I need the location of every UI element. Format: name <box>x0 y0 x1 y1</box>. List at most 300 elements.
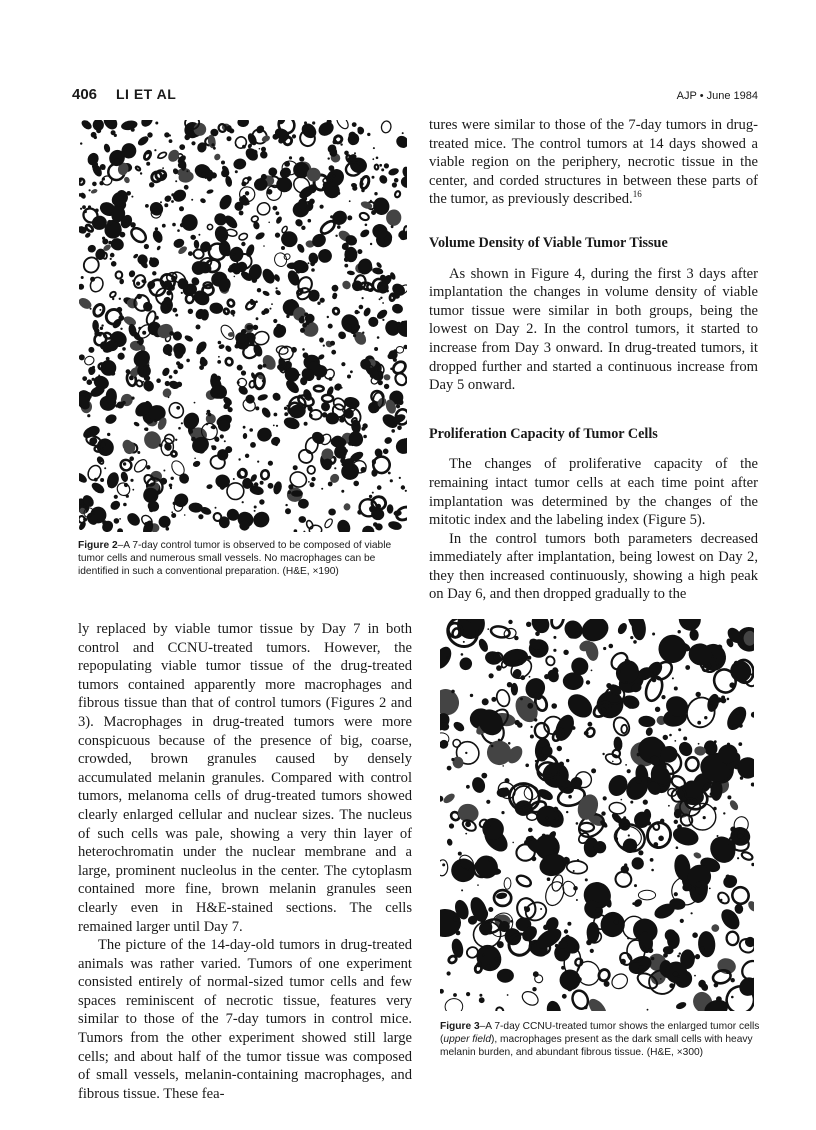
micrograph-cell <box>332 307 339 315</box>
micrograph-cell <box>158 515 172 529</box>
micrograph-cell <box>319 337 324 342</box>
micrograph-speck <box>79 284 84 290</box>
micrograph-speck <box>470 694 473 697</box>
micrograph-cell <box>490 625 510 639</box>
micrograph-speck <box>730 827 736 833</box>
micrograph-speck <box>123 462 126 465</box>
micrograph-speck <box>274 413 278 417</box>
micrograph-speck <box>465 821 471 827</box>
micrograph-speck <box>255 347 257 349</box>
micrograph-speck <box>205 176 208 179</box>
micrograph-speck <box>311 268 315 272</box>
micrograph-cell <box>378 174 389 185</box>
micrograph-cell <box>374 164 378 169</box>
micrograph-cell <box>693 851 703 859</box>
micrograph-speck <box>303 531 305 532</box>
micrograph-cell <box>362 306 372 317</box>
micrograph-speck <box>647 821 651 825</box>
micrograph-speck <box>154 149 156 151</box>
micrograph-speck <box>370 200 372 202</box>
micrograph-speck <box>646 687 648 689</box>
micrograph-speck <box>575 632 579 636</box>
micrograph-speck <box>563 650 568 655</box>
micrograph-speck <box>731 978 735 982</box>
micrograph-speck <box>180 474 184 478</box>
micrograph-speck <box>612 761 614 763</box>
micrograph-cell <box>133 421 140 427</box>
micrograph-speck <box>382 302 384 304</box>
micrograph-speck <box>119 298 121 300</box>
micrograph-speck <box>451 758 454 761</box>
micrograph-speck <box>250 301 254 305</box>
micrograph-speck <box>373 522 378 527</box>
micrograph-speck <box>289 359 291 361</box>
micrograph-speck <box>206 246 211 251</box>
micrograph-speck <box>367 133 370 136</box>
micrograph-speck <box>456 931 461 936</box>
micrograph-cell <box>616 621 629 635</box>
micrograph-speck <box>738 833 744 839</box>
micrograph-speck <box>309 199 315 205</box>
micrograph-speck <box>289 156 292 159</box>
micrograph-speck <box>198 234 200 236</box>
micrograph-speck <box>217 227 221 231</box>
micrograph-speck <box>157 156 159 158</box>
micrograph-speck <box>168 396 170 398</box>
micrograph-speck <box>247 176 252 181</box>
micrograph-cell <box>394 190 401 198</box>
micrograph-cell <box>471 851 503 883</box>
micrograph-speck <box>507 682 512 687</box>
micrograph-speck <box>280 368 284 372</box>
micrograph-speck <box>498 739 501 742</box>
micrograph-speck <box>652 633 655 636</box>
micrograph-speck <box>748 978 752 982</box>
micrograph-speck <box>324 408 327 411</box>
micrograph-speck <box>602 753 604 755</box>
micrograph-speck <box>277 279 280 282</box>
micrograph-speck <box>165 524 168 527</box>
micrograph-speck <box>257 461 259 463</box>
micrograph-speck <box>172 308 177 313</box>
micrograph-speck <box>303 267 307 271</box>
micrograph-speck <box>245 191 249 195</box>
micrograph-cell <box>135 166 141 171</box>
micrograph-cell <box>394 133 407 150</box>
micrograph-speck <box>191 199 193 201</box>
micrograph-cell <box>120 471 129 483</box>
micrograph-speck <box>263 245 265 247</box>
micrograph-speck <box>254 510 256 512</box>
micrograph-speck <box>383 449 389 455</box>
page-number: 406 <box>72 86 98 103</box>
micrograph-speck <box>449 823 454 828</box>
micrograph-speck <box>714 983 719 988</box>
micrograph-speck <box>252 277 258 283</box>
micrograph-speck <box>337 192 340 195</box>
micrograph-speck <box>217 268 219 270</box>
micrograph-speck <box>199 365 204 370</box>
micrograph-speck <box>693 837 696 840</box>
micrograph-speck <box>149 182 154 187</box>
micrograph-speck <box>176 406 180 410</box>
micrograph-speck <box>136 282 140 286</box>
micrograph-speck <box>211 445 213 447</box>
micrograph-speck <box>208 268 211 271</box>
micrograph-speck <box>376 157 379 160</box>
micrograph-speck <box>300 328 305 333</box>
micrograph-speck <box>567 922 571 926</box>
micrograph-speck <box>169 139 173 143</box>
micrograph-speck <box>481 773 487 779</box>
micrograph-speck <box>553 848 558 853</box>
micrograph-cell <box>391 303 404 315</box>
micrograph-speck <box>242 501 244 503</box>
micrograph-speck <box>378 371 383 376</box>
micrograph-speck <box>289 400 291 402</box>
micrograph-speck <box>352 122 357 127</box>
micrograph-speck <box>290 299 293 302</box>
micrograph-speck <box>633 640 637 644</box>
micrograph-speck <box>221 234 224 237</box>
micrograph-speck <box>206 423 209 426</box>
micrograph-speck <box>714 740 717 743</box>
micrograph-speck <box>189 429 194 434</box>
micrograph-speck <box>117 307 123 313</box>
micrograph-cell <box>497 969 514 983</box>
micrograph-speck <box>357 249 362 254</box>
micrograph-speck <box>738 742 742 746</box>
micrograph-speck <box>566 759 569 762</box>
micrograph-speck <box>621 799 623 801</box>
micrograph-speck <box>466 992 470 996</box>
figure-2-label: Figure 2 <box>78 540 118 551</box>
micrograph-speck <box>668 805 670 807</box>
micrograph-speck <box>250 442 256 448</box>
micrograph-speck <box>99 181 103 185</box>
micrograph-speck <box>727 743 730 746</box>
micrograph-speck <box>573 886 578 891</box>
micrograph-speck <box>731 996 734 999</box>
micrograph-speck <box>165 381 170 386</box>
micrograph-speck <box>167 304 170 307</box>
micrograph-cell <box>207 134 217 149</box>
micrograph-speck <box>107 220 112 225</box>
micrograph-speck <box>713 807 717 811</box>
micrograph-speck <box>172 223 176 227</box>
micrograph-speck <box>293 465 298 470</box>
micrograph-cell <box>234 135 249 150</box>
micrograph-speck <box>146 150 150 154</box>
micrograph-speck <box>218 341 222 345</box>
micrograph-speck <box>398 399 404 405</box>
micrograph-speck <box>720 899 722 901</box>
micrograph-speck <box>90 308 92 310</box>
micrograph-speck <box>527 656 531 660</box>
micrograph-speck <box>162 174 166 178</box>
micrograph-speck <box>606 683 611 688</box>
micrograph-speck <box>601 708 607 714</box>
micrograph-speck <box>259 499 264 504</box>
micrograph-speck <box>94 331 99 336</box>
micrograph-speck <box>639 965 644 970</box>
micrograph-cell <box>249 380 255 388</box>
micrograph-speck <box>382 319 384 321</box>
micrograph-speck <box>357 127 362 132</box>
micrograph-speck <box>520 698 523 701</box>
micrograph-cell <box>262 290 271 297</box>
micrograph-cell <box>213 225 230 244</box>
micrograph-speck <box>346 413 349 416</box>
micrograph-speck <box>302 196 307 201</box>
micrograph-speck <box>628 703 634 709</box>
micrograph-speck <box>727 698 730 701</box>
micrograph-speck <box>477 884 479 886</box>
micrograph-speck <box>668 839 670 841</box>
section-heading-volume-density: Volume Density of Viable Tumor Tissue <box>429 234 668 251</box>
micrograph-speck <box>546 817 549 820</box>
micrograph-speck <box>700 946 705 951</box>
micrograph-speck <box>394 178 399 183</box>
micrograph-speck <box>453 993 457 997</box>
micrograph-speck <box>360 182 364 186</box>
micrograph-speck <box>681 796 686 801</box>
micrograph-cell <box>316 120 336 139</box>
micrograph-speck <box>573 870 575 872</box>
micrograph-speck <box>528 828 533 833</box>
micrograph-speck <box>242 145 246 149</box>
micrograph-cell <box>323 518 333 529</box>
micrograph-cell <box>117 352 126 361</box>
micrograph-speck <box>643 800 648 805</box>
micrograph-speck <box>286 413 289 416</box>
micrograph-speck <box>461 889 463 891</box>
micrograph-speck <box>347 375 351 379</box>
running-head-journal: AJP • June 1984 <box>676 90 758 102</box>
micrograph-speck <box>228 407 233 412</box>
micrograph-speck <box>144 244 149 249</box>
micrograph-speck <box>543 925 549 931</box>
micrograph-speck <box>357 510 362 515</box>
micrograph-speck <box>530 941 534 945</box>
micrograph-speck <box>81 276 84 279</box>
micrograph-speck <box>401 485 405 489</box>
micrograph-speck <box>487 825 490 828</box>
micrograph-speck <box>520 675 525 680</box>
micrograph-speck <box>350 441 356 447</box>
micrograph-speck <box>259 148 261 150</box>
micrograph-speck <box>514 636 518 640</box>
micrograph-cell <box>620 836 640 856</box>
micrograph-speck <box>241 181 246 186</box>
micrograph-speck <box>321 488 323 490</box>
micrograph-speck <box>572 726 576 730</box>
micrograph-speck <box>721 696 725 700</box>
micrograph-speck <box>249 341 254 346</box>
micrograph-speck <box>726 875 730 879</box>
micrograph-cell <box>125 511 143 529</box>
micrograph-cell <box>123 176 131 184</box>
micrograph-cell <box>224 357 233 367</box>
micrograph-speck <box>440 796 443 802</box>
micrograph-speck <box>112 298 114 300</box>
micrograph-speck <box>299 374 301 376</box>
paragraph-volume-density: As shown in Figure 4, during the first 3 days after implantation the changes in volume density of viable tumor tissue were similar in both groups, being the lowest on Day 2. In the control tumors, it started to increase from Day 3 onward. In drug-treated tumors, it dropped further and started a continuous increase from Day 5 onward. <box>429 265 758 394</box>
micrograph-cell <box>609 802 627 815</box>
micrograph-speck <box>129 456 134 461</box>
micrograph-speck <box>635 927 639 931</box>
micrograph-speck <box>126 369 131 374</box>
micrograph-cell <box>268 167 278 177</box>
micrograph-speck <box>568 795 572 799</box>
micrograph-speck <box>710 792 714 796</box>
micrograph-speck <box>139 404 141 406</box>
micrograph-speck <box>304 312 308 316</box>
micrograph-cell <box>578 619 613 646</box>
micrograph-speck <box>344 151 349 156</box>
micrograph-speck <box>214 279 218 283</box>
micrograph-speck <box>196 325 201 330</box>
micrograph-speck <box>371 210 376 215</box>
micrograph-speck <box>729 914 734 919</box>
micrograph-speck <box>554 818 556 820</box>
micrograph-speck <box>274 437 277 440</box>
micrograph-cell <box>675 1001 687 1011</box>
micrograph-speck <box>391 225 394 228</box>
micrograph-cell <box>218 323 236 342</box>
micrograph-speck <box>591 670 593 672</box>
micrograph-speck <box>79 354 85 360</box>
micrograph-speck <box>344 257 349 262</box>
micrograph-speck <box>155 227 158 230</box>
micrograph-speck <box>216 376 221 381</box>
micrograph-speck <box>145 204 149 208</box>
micrograph-cell <box>92 303 106 318</box>
micrograph-speck <box>524 906 527 909</box>
micrograph-speck <box>661 695 665 699</box>
micrograph-speck <box>576 822 579 825</box>
micrograph-speck <box>191 437 196 442</box>
micrograph-speck <box>257 288 261 292</box>
micrograph-speck <box>540 908 542 910</box>
micrograph-speck <box>359 305 364 310</box>
micrograph-cell <box>645 726 654 736</box>
micrograph-speck <box>399 477 401 479</box>
micrograph-speck <box>390 368 393 371</box>
micrograph-speck <box>335 235 337 237</box>
micrograph-speck <box>155 316 159 320</box>
micrograph-speck <box>401 321 404 324</box>
micrograph-speck <box>308 262 310 264</box>
micrograph-speck <box>98 375 100 377</box>
micrograph-speck <box>100 327 103 330</box>
micrograph-speck <box>729 682 735 688</box>
micrograph-speck <box>188 309 193 314</box>
micrograph-speck <box>186 170 188 172</box>
micrograph-speck <box>101 324 103 326</box>
micrograph-speck <box>637 753 641 757</box>
micrograph-cell <box>218 343 225 349</box>
micrograph-cell <box>716 890 731 905</box>
micrograph-cell <box>495 1006 504 1011</box>
micrograph-speck <box>355 285 358 288</box>
micrograph-speck <box>114 341 116 343</box>
micrograph-cell <box>132 457 149 474</box>
micrograph-speck <box>294 529 298 532</box>
micrograph-cell <box>139 120 155 129</box>
micrograph-speck <box>288 491 292 495</box>
micrograph-speck <box>322 412 327 417</box>
micrograph-speck <box>261 147 266 152</box>
micrograph-cell <box>307 465 316 474</box>
micrograph-speck <box>669 734 672 737</box>
micrograph-speck <box>98 457 103 462</box>
micrograph-speck <box>84 210 87 213</box>
micrograph-speck <box>108 485 110 487</box>
micrograph-speck <box>396 322 401 327</box>
micrograph-speck <box>631 824 633 826</box>
micrograph-speck <box>120 328 122 330</box>
micrograph-cell <box>241 397 258 414</box>
micrograph-cell <box>442 792 457 805</box>
micrograph-cell <box>181 214 198 232</box>
micrograph-speck <box>286 315 289 318</box>
micrograph-speck <box>331 350 336 355</box>
micrograph-cell <box>260 353 278 372</box>
micrograph-speck <box>171 513 176 518</box>
micrograph-speck <box>338 385 341 388</box>
micrograph-speck <box>120 232 126 238</box>
micrograph-speck <box>341 490 344 493</box>
micrograph-speck <box>675 724 677 726</box>
micrograph-speck <box>734 765 739 770</box>
micrograph-speck <box>674 740 676 742</box>
micrograph-speck <box>147 132 152 137</box>
micrograph-speck <box>332 174 335 177</box>
micrograph-speck <box>254 506 257 509</box>
micrograph-speck <box>525 764 529 768</box>
micrograph-speck <box>739 724 743 728</box>
micrograph-speck <box>601 811 605 815</box>
micrograph-speck <box>243 426 246 429</box>
micrograph-speck <box>352 186 357 191</box>
micrograph-cell <box>174 348 183 359</box>
micrograph-cell <box>178 472 191 485</box>
micrograph-cell <box>271 391 282 402</box>
micrograph-speck <box>135 300 137 302</box>
micrograph-speck <box>671 967 673 969</box>
micrograph-speck <box>286 405 288 407</box>
micrograph-speck <box>312 121 315 124</box>
micrograph-cell <box>734 904 743 915</box>
micrograph-speck <box>440 989 444 994</box>
micrograph-speck <box>508 742 511 745</box>
micrograph-speck <box>309 316 312 319</box>
micrograph-speck <box>546 821 551 826</box>
micrograph-speck <box>235 344 240 349</box>
micrograph-speck <box>353 481 359 487</box>
micrograph-cell <box>383 436 393 445</box>
micrograph-cell <box>251 215 259 223</box>
micrograph-speck <box>354 466 356 468</box>
micrograph-speck <box>258 364 263 369</box>
micrograph-cell <box>141 378 156 393</box>
micrograph-cell <box>104 413 118 426</box>
micrograph-speck <box>80 142 82 144</box>
micrograph-speck <box>328 157 330 159</box>
micrograph-speck <box>632 902 635 905</box>
micrograph-speck <box>723 812 725 814</box>
